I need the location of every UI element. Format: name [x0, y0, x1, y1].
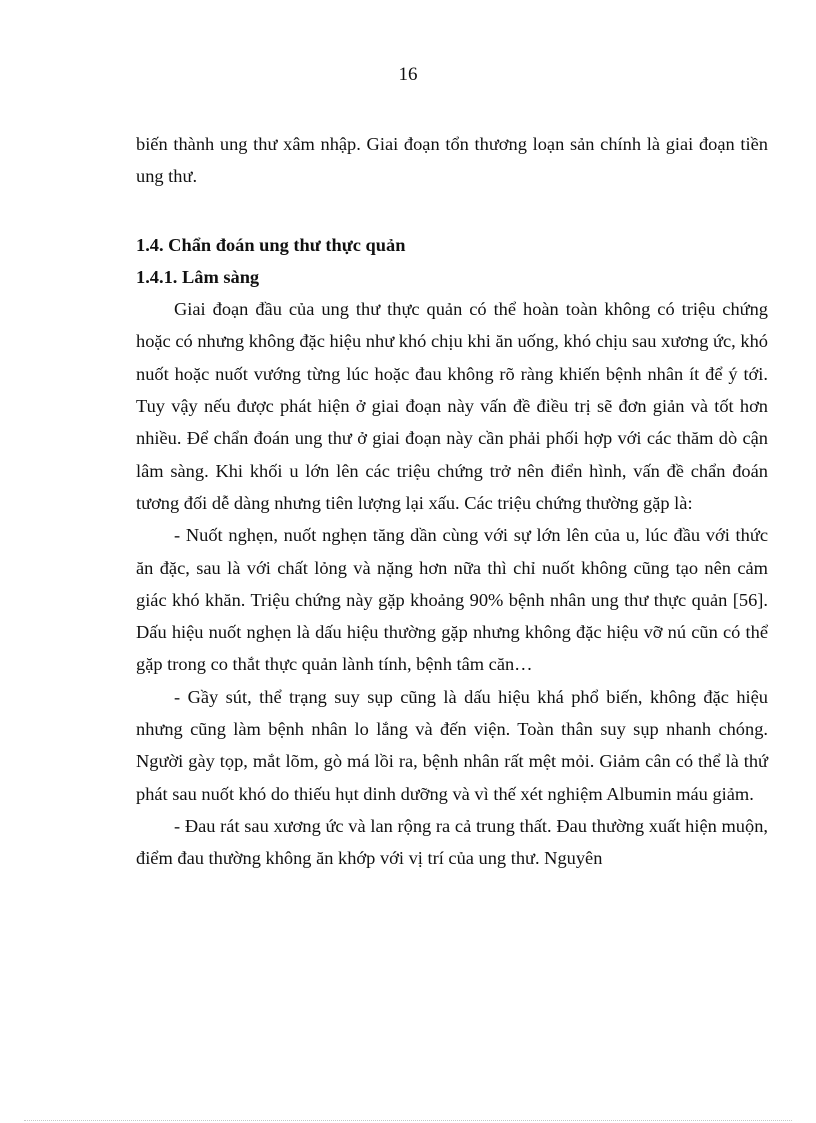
paragraph-dysphagia: - Nuốt nghẹn, nuốt nghẹn tăng dần cùng với sự lớn lên của u, lúc đầu với thức ăn đặc, sau là với chất lỏng và nặng hơn nữa thì chỉ nuốt không cũng tạo nên cảm giác khó khăn. Triệu chứng này gặp khoảng 90% bệnh nhân ung thư thực quản [56]. Dấu hiệu nuốt nghẹn là dấu hiệu thường gặp nhưng không đặc hiệu vỡ nú cũn có thể gặp trong co thắt thực quản lành tính, bệnh tâm căn…: [136, 525, 768, 675]
subsection-heading: 1.4.1. Lâm sàng: [136, 266, 260, 287]
page-number: 16: [398, 64, 418, 85]
paragraph-chest-pain: - Đau rát sau xương ức và lan rộng ra cả trung thất. Đau thường xuất hiện muộn, điểm đau thường không ăn khớp với vị trí của ung thư. Nguyên: [136, 815, 768, 869]
paragraph-weight-loss: - Gầy sút, thể trạng suy sụp cũng là dấu hiệu khá phổ biến, không đặc hiệu nhưng cũng làm bệnh nhân lo lắng và đến viện. Toàn thân suy sụp nhanh chóng. Người gày tọp, mắt lõm, gò má lồi ra, bệnh nhân rất mệt mỏi. Giảm cân có thể là thứ phát sau nuốt khó do thiếu hụt dinh dưỡng và vì thế xét nghiệm Albumin máu giảm.: [136, 686, 768, 804]
paragraph-clinical-overview: Giai đoạn đầu của ung thư thực quản có thể hoàn toàn không có triệu chứng hoặc có nhưng không đặc hiệu như khó chịu khi ăn uống, khó chịu sau xương ức, khó nuốt hoặc nuốt vướng từng lúc hoặc đau không rõ ràng khiến bệnh nhân ít để ý tới. Tuy vậy nếu được phát hiện ở giai đoạn này vấn đề điều trị sẽ đơn giản và tốt hơn nhiều. Để chẩn đoán ung thư ở giai đoạn này cần phải phối hợp với các thăm dò cận lâm sàng. Khi khối u lớn lên các triệu chứng trở nên điển hình, vấn đề chẩn đoán tương đối dễ dàng nhưng tiên lượng lại xấu. Các triệu chứng thường gặp là:: [136, 299, 768, 513]
page-bottom-divider: [24, 1120, 792, 1121]
document-body: [136, 128, 768, 875]
intro-paragraph: biến thành ung thư xâm nhập. Giai đoạn tổn thương loạn sản chính là giai đoạn tiền ung thư.: [136, 134, 768, 187]
section-heading: 1.4. Chẩn đoán ung thư thực quản: [136, 234, 406, 255]
